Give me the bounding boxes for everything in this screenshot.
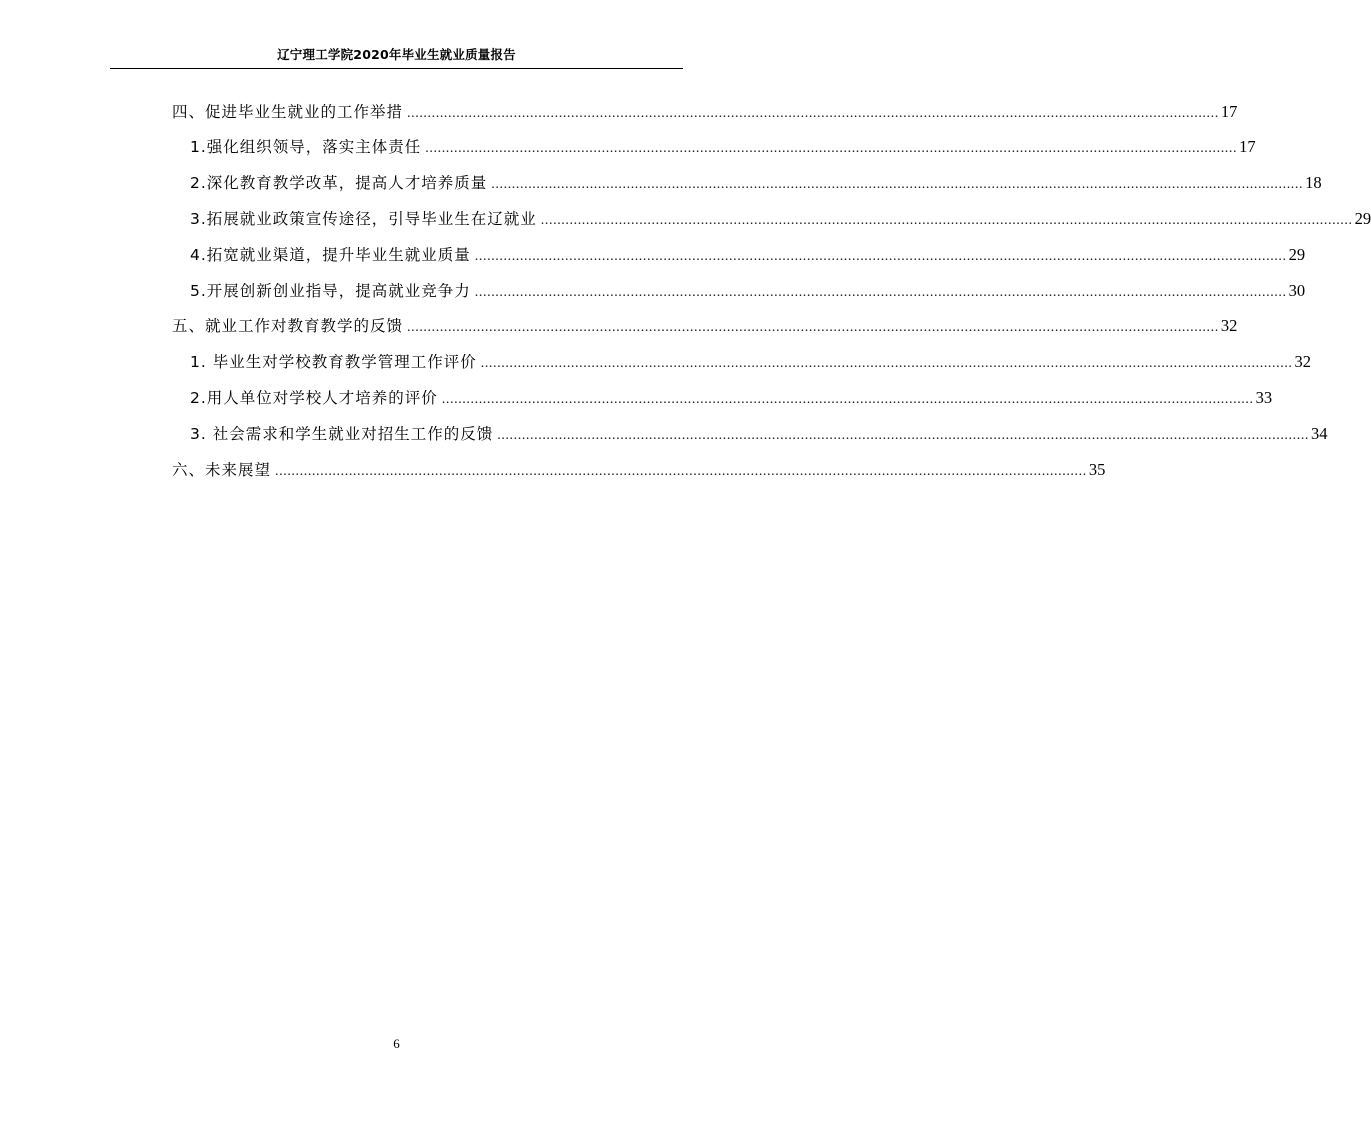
toc-entry-page: 17 xyxy=(1239,137,1256,156)
running-header xyxy=(110,44,683,69)
toc-entry-title: 1.强化组织领导，落实主体责任 xyxy=(190,138,422,156)
dot-leader: ...................................................................................................................................................................................................... xyxy=(425,141,1238,156)
toc-entry[interactable] xyxy=(190,238,1306,272)
toc-entry-page: 32 xyxy=(1220,316,1238,335)
toc-entry[interactable] xyxy=(172,309,1238,343)
header-title: 辽宁理工学院2020年毕业生就业质量报告 xyxy=(277,47,516,62)
toc-entry-title: 3. 社会需求和学生就业对招生工作的反馈 xyxy=(190,425,494,443)
toc-entry-page: 32 xyxy=(1294,352,1312,371)
toc-entry[interactable] xyxy=(190,166,1322,200)
dot-leader: ...................................................................................................................................................................................................... xyxy=(407,106,1219,121)
toc-entry-page: 35 xyxy=(1088,460,1106,479)
toc-entry-page: 33 xyxy=(1255,388,1273,407)
dot-leader: ...................................................................................................................................................................................................... xyxy=(474,249,1287,264)
toc-entry-title: 3.拓展就业政策宣传途径，引导毕业生在辽就业 xyxy=(190,210,537,228)
toc-entry-page: 17 xyxy=(1220,102,1238,121)
dot-leader: ...................................................................................................................................................................................................... xyxy=(407,320,1219,335)
toc-entry[interactable] xyxy=(190,274,1306,308)
toc-entry[interactable] xyxy=(190,202,1371,236)
toc-entry-title: 四、促进毕业生就业的工作举措 xyxy=(172,103,404,121)
toc-entry-title: 1. 毕业生对学校教育教学管理工作评价 xyxy=(190,353,477,371)
dot-leader: ...................................................................................................................................................................................................... xyxy=(497,428,1310,443)
toc-entry-title: 五、就业工作对教育教学的反馈 xyxy=(172,317,404,335)
toc-entry-page: 30 xyxy=(1288,281,1306,300)
dot-leader: ...................................................................................................................................................................................................... xyxy=(491,177,1304,192)
toc-entry[interactable] xyxy=(190,345,1312,379)
toc-entry[interactable] xyxy=(190,130,1256,164)
toc-entry-title: 5.开展创新创业指导，提高就业竞争力 xyxy=(190,282,471,300)
toc-entry-page: 18 xyxy=(1305,173,1322,192)
toc-entry-page: 29 xyxy=(1354,209,1371,228)
toc-entry-title: 六、未来展望 xyxy=(172,461,272,479)
dot-leader: ...................................................................................................................................................................................................... xyxy=(275,464,1087,479)
toc-entry[interactable] xyxy=(190,417,1328,451)
toc-entry-page: 29 xyxy=(1288,245,1306,264)
toc-entry[interactable] xyxy=(172,453,1106,487)
dot-leader: ...................................................................................................................................................................................................... xyxy=(480,356,1293,371)
toc-entry[interactable] xyxy=(172,95,1238,129)
toc-entry-page: 34 xyxy=(1311,424,1328,443)
toc-entry[interactable] xyxy=(190,381,1273,415)
toc-entry-title: 4.拓宽就业渠道，提升毕业生就业质量 xyxy=(190,246,471,264)
toc-entry-title: 2.用人单位对学校人才培养的评价 xyxy=(190,389,438,407)
dot-leader: ...................................................................................................................................................................................................... xyxy=(441,392,1254,407)
dot-leader: ...................................................................................................................................................................................................... xyxy=(474,285,1287,300)
page-number: 6 xyxy=(393,1036,400,1051)
toc-entry-title: 2.深化教育教学改革，提高人才培养质量 xyxy=(190,174,488,192)
dot-leader: ...................................................................................................................................................................................................... xyxy=(540,213,1353,228)
